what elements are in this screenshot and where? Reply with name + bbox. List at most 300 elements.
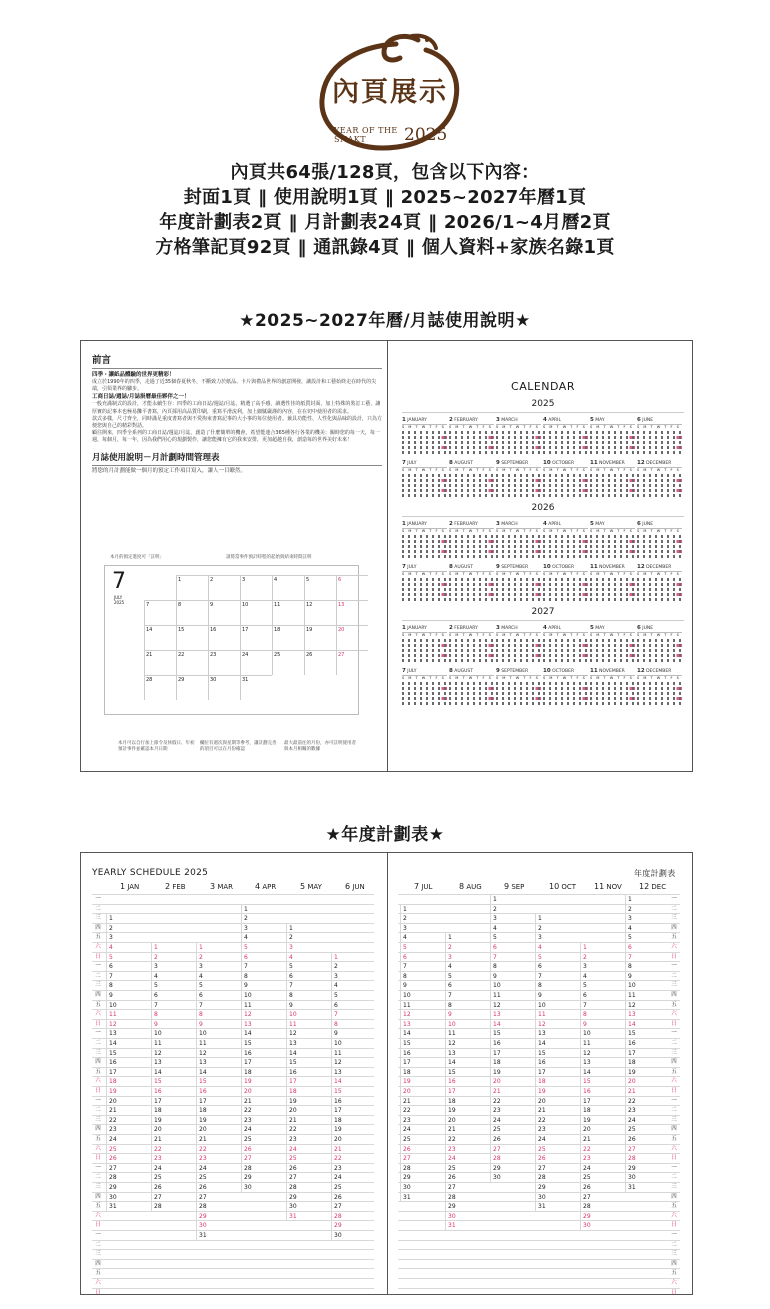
- yearly-day-cell: 28: [580, 1202, 625, 1212]
- yearly-day-cell: 7: [196, 1001, 241, 1011]
- diagram-day: 22: [176, 650, 208, 675]
- calendar-date-row: [496, 682, 541, 685]
- calendar-month: [543, 564, 588, 601]
- yearly-day-cell: 28: [490, 1154, 535, 1164]
- calendar-date-row: [543, 697, 588, 700]
- weekday-label: 四: [671, 1260, 677, 1267]
- yearly-day-cell: 30: [535, 1193, 580, 1203]
- yearly-row: [398, 1268, 680, 1278]
- weekday-label: 三: [671, 1184, 677, 1190]
- calendar-date-row: [543, 540, 588, 543]
- calendar-date-row: [449, 451, 494, 454]
- yearly-row: [92, 1268, 374, 1278]
- calendar-month-name: 2 FEBRUARY: [449, 625, 494, 633]
- yearly-day-cell: 7: [151, 1001, 196, 1011]
- yearly-day-cell: 8: [331, 1020, 376, 1030]
- yearly-day-cell: 25: [196, 1173, 241, 1183]
- yearly-day-cell: 3: [241, 924, 286, 934]
- calendar-month-name: 5 MAY: [590, 521, 635, 529]
- calendar-month: [543, 521, 588, 558]
- yearly-day-cell: 20: [331, 1135, 376, 1145]
- calendar-date-row: [637, 598, 682, 601]
- yearly-day-cell: 15: [331, 1087, 376, 1097]
- yearly-day-cell: 12: [445, 1039, 490, 1049]
- calendar-month-name: 7 JULY: [402, 460, 447, 468]
- yearly-row: [398, 1201, 680, 1211]
- calendar-date-row: [590, 494, 635, 497]
- yearly-day-cell: 28: [400, 1164, 445, 1174]
- weekday-label: 六: [95, 1078, 101, 1085]
- calendar-date-row: [449, 489, 494, 492]
- yearly-day-cell: 16: [241, 1049, 286, 1059]
- calendar-date-row: [543, 441, 588, 444]
- yearly-day-cell: 31: [535, 1202, 580, 1212]
- yearly-day-cell: 19: [400, 1077, 445, 1087]
- calendar-date-row: [449, 583, 494, 586]
- yearly-row: [92, 1240, 374, 1250]
- weekday-label: 日: [95, 1155, 101, 1162]
- yearly-day-cell: 29: [331, 1221, 376, 1231]
- calendar-date-row: [496, 451, 541, 454]
- calendar-date-row: [496, 583, 541, 586]
- weekday-label: 二: [671, 1107, 677, 1114]
- yearly-day-cell: 8: [535, 981, 580, 991]
- yearly-day-cell: 23: [106, 1125, 151, 1135]
- calendar-date-row: [543, 593, 588, 596]
- yearly-day-cell: 10: [331, 1039, 376, 1049]
- yearly-day-cell: 19: [151, 1116, 196, 1126]
- calendar-date-row: [449, 659, 494, 662]
- weekday-label: 四: [95, 1193, 101, 1200]
- calendar-weekdays: S M T W T F S: [543, 572, 587, 576]
- weekday-label: 一: [671, 1030, 677, 1037]
- yearly-day-cell: 19: [286, 1097, 331, 1107]
- yearly-day-cell: 14: [196, 1068, 241, 1078]
- calendar-weekdays: S M T W T F S: [637, 529, 681, 533]
- diagram-day: 2: [208, 575, 240, 600]
- yearly-day-cell: 5: [286, 962, 331, 972]
- yearly-month-header: 6 JUN: [345, 882, 365, 891]
- calendar-title: CALENDAR: [511, 380, 575, 393]
- yearly-month-header: 12 DEC: [639, 882, 667, 891]
- spine: [387, 341, 388, 771]
- yearly-day-cell: 15: [535, 1049, 580, 1059]
- weekday-label: 三: [671, 1116, 677, 1123]
- weekday-label: 二: [671, 1241, 677, 1248]
- yearly-day-cell: 5: [241, 943, 286, 953]
- weekday-label: 五: [671, 1270, 677, 1277]
- yearly-day-cell: 15: [625, 1029, 670, 1039]
- calendar-date-row: [402, 479, 447, 482]
- calendar-date-row: [637, 644, 682, 647]
- yearly-day-cell: 11: [445, 1029, 490, 1039]
- yearly-day-cell: 3: [196, 962, 241, 972]
- calendar-weekdays: S M T W T F S: [590, 676, 634, 680]
- yearly-day-cell: 7: [241, 962, 286, 972]
- yearly-day-cell: 9: [490, 972, 535, 982]
- yearly-day-cell: 25: [535, 1145, 580, 1155]
- calendar-date-row: [496, 494, 541, 497]
- weekday-label: 三: [95, 1251, 101, 1258]
- yearly-day-cell: 21: [151, 1135, 196, 1145]
- weekday-label: 日: [671, 1088, 677, 1094]
- weekday-label: 四: [95, 1059, 101, 1066]
- yearly-day-cell: 18: [580, 1106, 625, 1116]
- yearly-row: [92, 1153, 374, 1163]
- weekday-label: 四: [671, 924, 677, 931]
- yearly-day-cell: 10: [196, 1029, 241, 1039]
- yearly-day-cell: 14: [286, 1049, 331, 1059]
- logo-title: 內頁展示: [332, 77, 448, 108]
- yearly-day-cell: 26: [580, 1183, 625, 1193]
- yearly-day-cell: 5: [625, 933, 670, 943]
- yearly-day-cell: 31: [106, 1202, 151, 1212]
- yearly-day-cell: 2: [151, 953, 196, 963]
- calendar-date-row: [449, 697, 494, 700]
- yearly-day-cell: 14: [490, 1020, 535, 1030]
- section-title-yearly: ★年度計劃表★: [325, 825, 445, 845]
- weekday-label: 三: [95, 982, 101, 989]
- yearly-day-cell: 15: [286, 1058, 331, 1068]
- calendar-date-row: [496, 593, 541, 596]
- yearly-day-cell: 25: [400, 1135, 445, 1145]
- yearly-row: [398, 1172, 680, 1182]
- calendar-date-row: [449, 649, 494, 652]
- calendar-month-name: 11 NOVEMBER: [590, 564, 635, 572]
- calendar-date-row: [449, 598, 494, 601]
- calendar-date-row: [543, 578, 588, 581]
- yearly-row: [398, 1048, 680, 1058]
- yearly-day-cell: 15: [151, 1077, 196, 1087]
- calendar-year-label: 2027: [531, 607, 555, 617]
- yearly-day-cell: 22: [490, 1097, 535, 1107]
- yearly-day-cell: 10: [106, 1001, 151, 1011]
- calendar-date-row: [590, 555, 635, 558]
- yearly-day-cell: 5: [151, 981, 196, 991]
- calendar-date-row: [543, 494, 588, 497]
- yearly-day-cell: 7: [331, 1010, 376, 1020]
- calendar-date-row: [637, 489, 682, 492]
- diagram-day: 1: [176, 575, 208, 600]
- yearly-day-cell: 1: [490, 895, 535, 905]
- calendar-month: [543, 417, 588, 454]
- diagram-day: 10: [240, 600, 272, 625]
- weekday-label: 二: [95, 972, 101, 979]
- yearly-title: YEARLY SCHEDULE 2025: [92, 868, 209, 878]
- intro-line-1: 內頁共64張/128頁，包含以下內容：: [230, 162, 540, 183]
- yearly-day-cell: 5: [331, 991, 376, 1001]
- calendar-date-row: [543, 654, 588, 657]
- yearly-day-cell: 17: [535, 1068, 580, 1078]
- calendar-date-row: [590, 588, 635, 591]
- yearly-day-cell: 26: [535, 1154, 580, 1164]
- yearly-day-cell: 8: [196, 1010, 241, 1020]
- yearly-day-cell: 9: [286, 1001, 331, 1011]
- calendar-date-row: [496, 578, 541, 581]
- manual-heading: 前言: [92, 355, 112, 366]
- manual-para2: 一般充滿制式的設計，才能永續生存：四季的工商日誌/週誌/月誌，精選了高手感，讀選性佳的紙質封面，加上特殊的裝訂工藝，讓厚實的記事本也極易攤平書寫，內頁採用高品質印刷，重寫平滑流利，加上細膩嚴謹的內容，在在切中使用者的需求。: [92, 401, 381, 415]
- yearly-day-cell: 15: [196, 1077, 241, 1087]
- yearly-day-cell: 26: [286, 1164, 331, 1174]
- yearly-day-cell: 16: [625, 1039, 670, 1049]
- yearly-row: [398, 1240, 680, 1250]
- yearly-day-cell: 23: [196, 1154, 241, 1164]
- weekday-label: 五: [671, 1068, 677, 1075]
- yearly-day-cell: 8: [580, 1010, 625, 1020]
- calendar-month: [637, 417, 682, 454]
- yearly-day-cell: 8: [106, 981, 151, 991]
- yearly-day-cell: 17: [400, 1058, 445, 1068]
- yearly-day-cell: 23: [241, 1116, 286, 1126]
- yearly-day-cell: 24: [331, 1173, 376, 1183]
- yearly-day-cell: 5: [535, 953, 580, 963]
- yearly-day-cell: 28: [331, 1212, 376, 1222]
- calendar-date-row: [449, 555, 494, 558]
- weekday-label: 二: [671, 1040, 677, 1046]
- calendar-weekdays: S M T W T F S: [543, 425, 587, 429]
- yearly-row: [398, 1115, 680, 1125]
- yearly-row: [92, 1057, 374, 1067]
- yearly-day-cell: 13: [151, 1058, 196, 1068]
- yearly-day-cell: 1: [625, 895, 670, 905]
- weekday-label: 二: [671, 1174, 677, 1181]
- weekday-label: 六: [671, 1145, 677, 1152]
- calendar-month: [637, 460, 682, 497]
- yearly-day-cell: 14: [535, 1039, 580, 1049]
- yearly-day-cell: 9: [331, 1029, 376, 1039]
- yearly-row: [92, 894, 374, 904]
- yearly-day-cell: 22: [241, 1106, 286, 1116]
- divider: [402, 412, 684, 413]
- yearly-day-cell: 16: [286, 1068, 331, 1078]
- yearly-day-cell: 16: [535, 1058, 580, 1068]
- calendar-month-name: 7 JULY: [402, 564, 447, 572]
- calendar-date-row: [402, 431, 447, 434]
- yearly-day-cell: 8: [151, 1010, 196, 1020]
- weekday-label: 四: [95, 992, 101, 998]
- yearly-day-cell: 16: [580, 1087, 625, 1097]
- calendar-date-row: [402, 545, 447, 548]
- yearly-day-cell: 2: [490, 905, 535, 915]
- yearly-day-cell: 23: [445, 1145, 490, 1155]
- yearly-day-cell: 1: [196, 943, 241, 953]
- intro-line-2: 封面1頁 ‖ 使用說明1頁 ‖ 2025~2027年曆1頁: [183, 187, 587, 208]
- yearly-day-cell: 12: [196, 1049, 241, 1059]
- yearly-row: [398, 1182, 680, 1192]
- calendar-date-row: [402, 578, 447, 581]
- calendar-month: [590, 460, 635, 497]
- logo-sub-line1: YEAR OF THE: [334, 126, 398, 135]
- calendar-date-row: [402, 441, 447, 444]
- calendar-weekdays: S M T W T F S: [543, 529, 587, 533]
- yearly-day-cell: 29: [241, 1173, 286, 1183]
- diagram-day: 23: [208, 650, 240, 675]
- calendar-weekdays: S M T W T F S: [637, 633, 681, 637]
- divider: [92, 368, 382, 369]
- calendar-weekdays: S M T W T F S: [449, 676, 493, 680]
- yearly-day-cell: 24: [286, 1145, 331, 1155]
- yearly-day-cell: 22: [400, 1106, 445, 1116]
- yearly-day-cell: 16: [196, 1087, 241, 1097]
- yearly-day-cell: 13: [535, 1029, 580, 1039]
- weekday-label: 六: [671, 1078, 677, 1085]
- yearly-day-cell: 25: [580, 1173, 625, 1183]
- weekday-label: 日: [95, 1088, 101, 1094]
- diagram-day: 11: [272, 600, 304, 625]
- calendar-date-row: [637, 588, 682, 591]
- yearly-day-cell: 7: [490, 953, 535, 963]
- calendar-month: [543, 625, 588, 662]
- yearly-day-cell: 2: [400, 914, 445, 924]
- yearly-day-cell: 10: [490, 981, 535, 991]
- yearly-day-cell: 6: [241, 953, 286, 963]
- yearly-day-cell: 4: [331, 981, 376, 991]
- calendar-date-row: [402, 598, 447, 601]
- yearly-day-cell: 25: [625, 1125, 670, 1135]
- yearly-day-cell: 23: [625, 1106, 670, 1116]
- yearly-row: [398, 1000, 680, 1010]
- yearly-day-cell: 9: [535, 991, 580, 1001]
- calendar-date-row: [543, 682, 588, 685]
- yearly-day-cell: 1: [400, 905, 445, 915]
- calendar-month-name: 6 JUNE: [637, 521, 682, 529]
- calendar-date-row: [543, 692, 588, 695]
- yearly-day-cell: 29: [445, 1202, 490, 1212]
- yearly-day-cell: 6: [490, 943, 535, 953]
- yearly-day-cell: 26: [241, 1145, 286, 1155]
- yearly-day-cell: 11: [241, 1001, 286, 1011]
- yearly-row: [398, 913, 680, 923]
- yearly-day-cell: 25: [151, 1173, 196, 1183]
- yearly-day-cell: 13: [490, 1010, 535, 1020]
- yearly-day-cell: 14: [106, 1039, 151, 1049]
- calendar-date-row: [496, 588, 541, 591]
- calendar-month-name: 3 MARCH: [496, 521, 541, 529]
- yearly-day-cell: 4: [535, 943, 580, 953]
- yearly-day-cell: 18: [490, 1058, 535, 1068]
- calendar-date-row: [590, 682, 635, 685]
- yearly-day-cell: 9: [625, 972, 670, 982]
- calendar-month: [543, 460, 588, 497]
- yearly-row: [398, 1163, 680, 1173]
- yearly-day-cell: 4: [151, 972, 196, 982]
- yearly-day-cell: 15: [106, 1049, 151, 1059]
- calendar-year-label: 2026: [531, 503, 555, 513]
- calendar-date-row: [402, 649, 447, 652]
- yearly-day-cell: 12: [286, 1029, 331, 1039]
- yearly-day-cell: 11: [106, 1010, 151, 1020]
- calendar-page: [402, 380, 684, 705]
- calendar-date-row: [590, 550, 635, 553]
- yearly-day-cell: 30: [400, 1183, 445, 1193]
- weekday-label: 四: [671, 1193, 677, 1200]
- yearly-row: [398, 1153, 680, 1163]
- yearly-row: [92, 1028, 374, 1038]
- diagram-day: 4: [272, 575, 304, 600]
- yearly-row: [92, 1172, 374, 1182]
- calendar-date-row: [496, 479, 541, 482]
- manual-para3: 款式多樣，尺寸齊全，同時滿足重度書寫者與不愛拘束書寫記事的大小事的每位使用者。兼具功能性、人性化與品味的設計，只為方便您與自己的精彩對話。: [92, 415, 383, 430]
- calendar-month: [449, 564, 494, 601]
- calendar-date-row: [637, 540, 682, 543]
- diagram-day: 25: [272, 650, 304, 675]
- yearly-day-cell: 27: [400, 1154, 445, 1164]
- yearly-day-cell: 22: [331, 1154, 376, 1164]
- calendar-date-row: [449, 593, 494, 596]
- calendar-date-row: [496, 446, 541, 449]
- yearly-day-cell: 26: [196, 1183, 241, 1193]
- yearly-row: [92, 1076, 374, 1086]
- yearly-row: [92, 1086, 374, 1096]
- calendar-weekdays: S M T W T F S: [496, 425, 540, 429]
- calendar-weekdays: S M T W T F S: [637, 572, 681, 576]
- yearly-day-cell: 21: [400, 1097, 445, 1107]
- diagram-day: 18: [272, 625, 304, 650]
- calendar-date-row: [637, 494, 682, 497]
- yearly-row: [398, 952, 680, 962]
- diagram-day: 12: [304, 600, 336, 625]
- divider: [402, 620, 684, 621]
- yearly-day-cell: 20: [535, 1097, 580, 1107]
- yearly-day-cell: 12: [151, 1049, 196, 1059]
- yearly-day-cell: 3: [580, 962, 625, 972]
- yearly-day-cell: 18: [241, 1068, 286, 1078]
- calendar-date-row: [496, 431, 541, 434]
- yearly-day-cell: 25: [331, 1183, 376, 1193]
- weekday-label: 四: [671, 1126, 677, 1133]
- calendar-date-row: [496, 535, 541, 538]
- yearly-row: [398, 1278, 680, 1288]
- yearly-day-cell: 27: [490, 1145, 535, 1155]
- yearly-day-cell: 5: [106, 953, 151, 963]
- calendar-month-name: 7 JULY: [402, 668, 447, 676]
- yearly-day-cell: 14: [580, 1068, 625, 1078]
- yearly-day-cell: 3: [400, 924, 445, 934]
- yearly-month-header: 9 SEP: [504, 882, 525, 891]
- yearly-row: [92, 1067, 374, 1077]
- yearly-day-cell: 30: [196, 1221, 241, 1231]
- yearly-day-cell: 22: [580, 1145, 625, 1155]
- yearly-day-cell: 11: [331, 1049, 376, 1059]
- yearly-day-cell: 22: [151, 1145, 196, 1155]
- manual-para1: 成立於1990年的四季，走過了近35個春夏秋冬，不斷致力於紙品、卡片與禮品世界的創意開發，讓設計和工藝始終走在時代的尖端，引領業界的腳步。: [92, 379, 377, 393]
- weekday-label: 日: [671, 953, 677, 960]
- calendar-month: [496, 668, 541, 705]
- yearly-day-cell: 17: [151, 1097, 196, 1107]
- yearly-row: [92, 1134, 374, 1144]
- yearly-day-cell: 10: [286, 1010, 331, 1020]
- yearly-day-cell: 27: [286, 1173, 331, 1183]
- diagram-day: 20: [336, 625, 368, 650]
- calendar-month: [449, 521, 494, 558]
- calendar-date-row: [402, 583, 447, 586]
- yearly-month-header: 8 AUG: [459, 882, 482, 891]
- calendar-month: [637, 625, 682, 662]
- yearly-day-cell: 21: [196, 1135, 241, 1145]
- yearly-row: [92, 1192, 374, 1202]
- yearly-day-cell: 17: [625, 1049, 670, 1059]
- yearly-day-cell: 24: [196, 1164, 241, 1174]
- weekday-label: 一: [671, 1097, 677, 1104]
- calendar-date-row: [496, 697, 541, 700]
- diagram-day: 21: [144, 650, 176, 675]
- diagram-day: 24: [240, 650, 272, 675]
- yearly-month-header: 1 JAN: [120, 882, 140, 891]
- intro-line-4: 方格筆記頁92頁 ‖ 通訊錄4頁 ‖ 個人資料+家族名錄1頁: [155, 237, 615, 258]
- calendar-date-row: [449, 702, 494, 705]
- yearly-day-cell: 25: [286, 1154, 331, 1164]
- yearly-day-cell: 30: [490, 1173, 535, 1183]
